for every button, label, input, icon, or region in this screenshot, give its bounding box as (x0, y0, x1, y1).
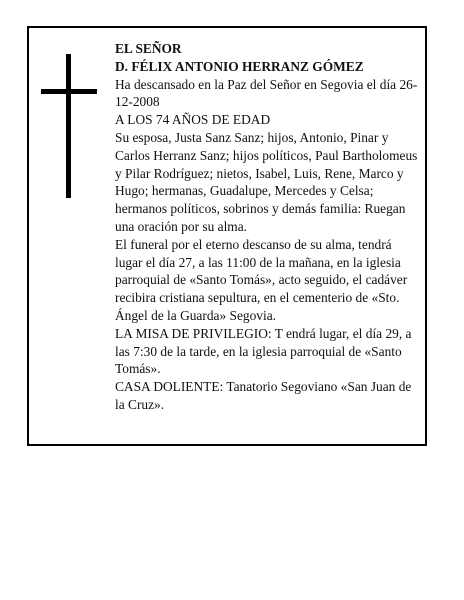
obituary-notice-frame (27, 26, 427, 446)
latin-cross-icon (41, 54, 97, 198)
obituary-text (115, 40, 421, 414)
cross-vertical-bar (66, 54, 71, 198)
mass-paragraph: LA MISA DE PRIVILEGIO: T endrá lugar, el día 29, a las 7:30 de la tarde, en la iglesia parroquial de «Santo Tomás». (115, 325, 412, 377)
death-notice: Ha descansado en la Paz del Señor en Segovia el día 26-12-2008 (115, 76, 418, 110)
cross-horizontal-bar (41, 89, 97, 94)
family-paragraph: Su esposa, Justa Sanz Sanz; hijos, Antonio, Pinar y Carlos Herranz Sanz; hijos políticos, Paul Bartholomeus y Pilar Rodríguez; nietos, Isabel, Luis, Rene, Marco y Hugo; hermanas, Guadalupe, Mercedes y Celsa; hermanos políticos, sobrinos y demás familia: Ruegan una oración por su alma. (115, 129, 418, 234)
deceased-name: D. FÉLIX ANTONIO HERRANZ GÓMEZ (115, 58, 364, 74)
mourning-house: CASA DOLIENTE: Tanatorio Segoviano «San Juan de la Cruz». (115, 379, 412, 412)
age-line: A LOS 74 AÑOS DE EDAD (115, 112, 271, 128)
title-line: EL SEÑOR (115, 41, 182, 56)
funeral-paragraph: El funeral por el eterno descanso de su alma, tendrá lugar el día 27, a las 11:00 de la mañana, en la iglesia parroquial de «Santo Tomás», acto seguido, el cadáver recibira cristiana sepultura, en el cementerio de «Sto. Ángel de la Guarda» Segovia. (115, 236, 408, 323)
